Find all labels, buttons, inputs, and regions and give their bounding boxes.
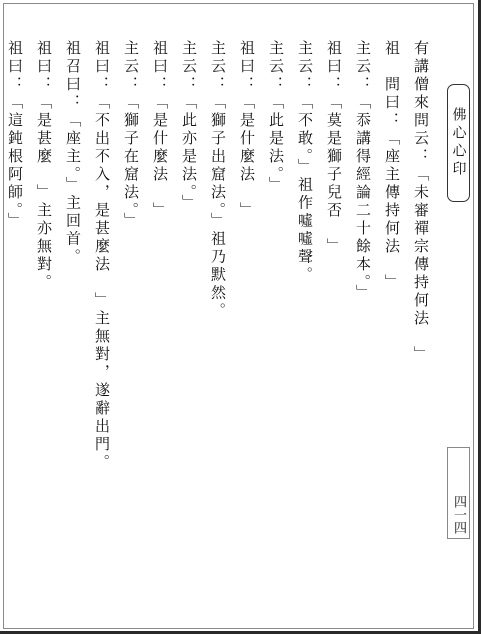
- text-line: 祖 問曰：「座主傳持何法 」: [383, 40, 401, 292]
- page-number-tab: [447, 447, 470, 539]
- text-body: [5, 40, 431, 600]
- text-line: 祖曰：「莫是獅子兒否 」: [325, 40, 343, 256]
- text-line: 祖曰：「是什麼法 」: [238, 40, 256, 220]
- text-line: 主云：「此亦是法。」: [180, 40, 198, 213]
- text-line: 主云：「不敢。」祖作噓噓聲。: [296, 40, 314, 285]
- text-line: 祖曰：「是甚麼 」主亦無對。: [35, 40, 53, 292]
- text-line: 祖曰：「是什麼法 」: [151, 40, 169, 220]
- text-line: 主云：「獅子在窟法。」: [122, 40, 140, 231]
- page-number: 四一四: [451, 495, 466, 534]
- side-title: 佛心心印: [450, 107, 467, 179]
- text-line: 有講僧來問云：「未審禪宗傳持何法 」: [412, 40, 430, 364]
- text-line: 主云：「忝講得經論二十餘本。」: [354, 40, 372, 303]
- text-line: 祖曰：「這鈍根阿師。」: [6, 40, 24, 231]
- text-line: 主云：「此是法。」: [267, 40, 285, 195]
- side-title-tab: [447, 84, 470, 202]
- text-line: 祖召曰：「座主。」主回首。: [64, 40, 82, 267]
- text-line: 祖曰：「不出不入，是甚麼法 」主無對，遂辭出門。: [93, 40, 111, 472]
- text-line: 主云：「獅子出窟法。」祖乃默然。: [209, 40, 227, 321]
